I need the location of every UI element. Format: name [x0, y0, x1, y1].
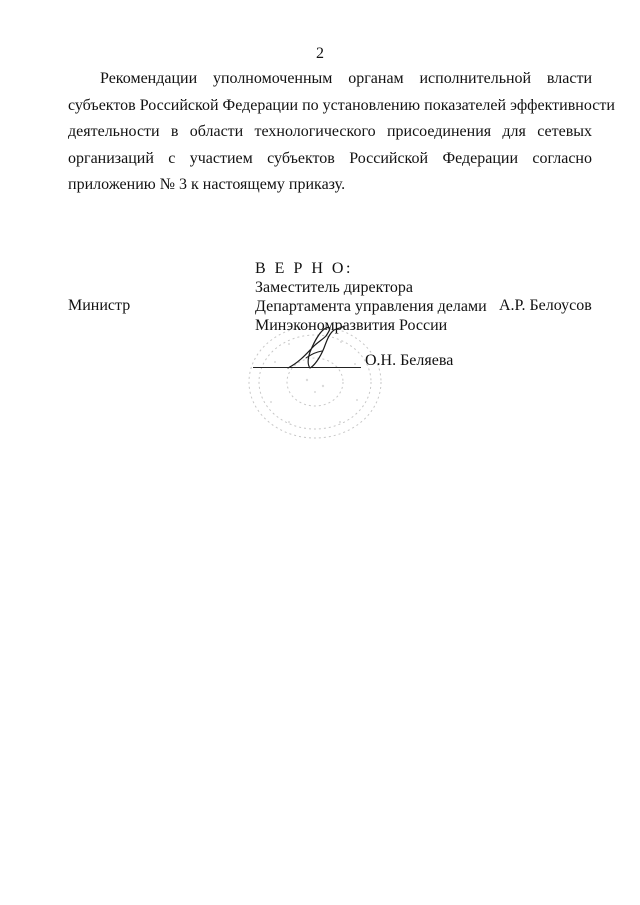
page-number: 2: [316, 45, 324, 62]
body-line: Рекомендации уполномоченным органам исполнительной власти: [100, 70, 592, 87]
signature-line: [253, 367, 361, 368]
certification-block: [255, 259, 487, 335]
certify-line: Департамента управления делами: [255, 298, 487, 315]
minister-label: Министр: [68, 297, 131, 314]
body-paragraph: [68, 66, 615, 199]
official-stamp-seal: [245, 322, 385, 442]
body-line: приложению № 3 к настоящему приказу.: [68, 176, 346, 193]
certify-line: Заместитель директора: [255, 279, 414, 296]
certify-line: Минэкономразвития России: [255, 317, 448, 334]
minister-name: А.Р. Белоусов: [499, 297, 592, 314]
signer-name: О.Н. Беляева: [365, 352, 454, 369]
body-line: организаций с участием субъектов Российской Федерации согласно: [68, 149, 592, 167]
body-line: деятельности в области технологического присоединения для сетевых: [68, 123, 592, 140]
body-line: субъектов Российской Федерации по установлению показателей эффективности: [68, 96, 615, 114]
certify-title: В Е Р Н О:: [255, 260, 353, 277]
